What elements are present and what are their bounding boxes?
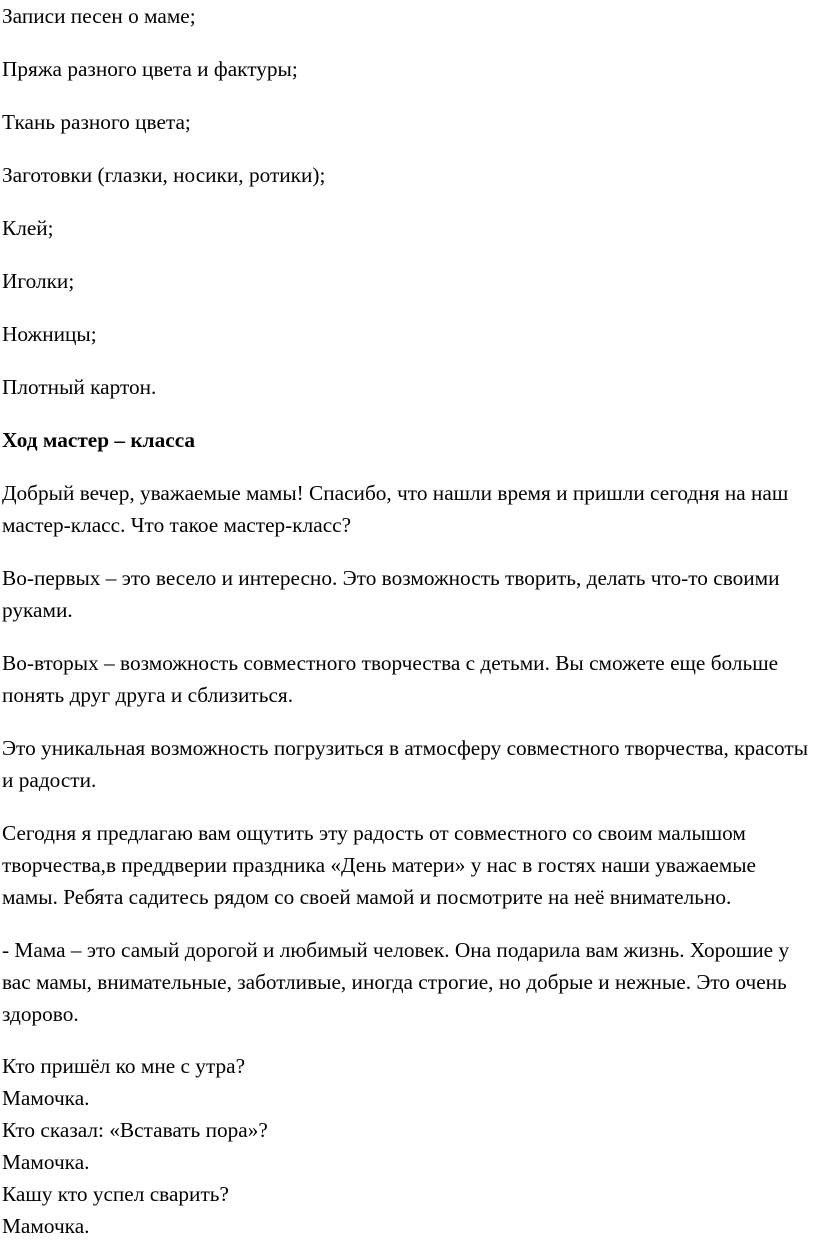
paragraph: Добрый вечер, уважаемые мамы! Спасибо, что нашли время и пришли сегодня на наш мастер-класс. Что такое мастер-класс? bbox=[2, 481, 789, 537]
material-item: Плотный картон. bbox=[2, 375, 157, 399]
material-item: Ткань разного цвета; bbox=[2, 110, 191, 134]
material-item: Записи песен о маме; bbox=[2, 4, 196, 28]
poem-line: Мамочка. bbox=[2, 1086, 90, 1110]
poem-line: Кашу кто успел сварить? bbox=[2, 1182, 229, 1206]
section-heading: Ход мастер – класса bbox=[2, 428, 196, 452]
material-item: Заготовки (глазки, носики, ротики); bbox=[2, 163, 326, 187]
paragraph: Это уникальная возможность погрузиться в атмосферу совместного творчества, красоты и радости. bbox=[2, 736, 809, 792]
poem-line: Мамочка. bbox=[2, 1214, 90, 1238]
material-item: Иголки; bbox=[2, 269, 75, 293]
poem-line: Кто пришёл ко мне с утра? bbox=[2, 1054, 246, 1078]
material-item: Клей; bbox=[2, 216, 54, 240]
poem-line: Кто сказал: «Вставать пора»? bbox=[2, 1118, 268, 1142]
material-item: Пряжа разного цвета и фактуры; bbox=[2, 57, 298, 81]
paragraph: Сегодня я предлагаю вам ощутить эту радость от совместного со своим малышом творчества,в преддверии праздника «День матери» у нас в гостях наши уважаемые мамы. Ребята садитесь рядом со своей мамой и посмотрите на неё внимательно. bbox=[2, 821, 757, 909]
paragraph: Во-первых – это весело и интересно. Это возможность творить, делать что-то своими руками. bbox=[2, 566, 780, 622]
poem-line: Мамочка. bbox=[2, 1150, 90, 1174]
paragraph: - Мама – это самый дорогой и любимый человек. Она подарила вам жизнь. Хорошие у вас мамы, внимательные, заботливые, иногда строгие, но добрые и нежные. Это очень здорово. bbox=[2, 938, 790, 1026]
poem bbox=[2, 1050, 812, 1242]
material-item: Ножницы; bbox=[2, 322, 97, 346]
paragraph: Во-вторых – возможность совместного творчества с детьми. Вы сможете еще больше понять друг друга и сблизиться. bbox=[2, 651, 779, 707]
